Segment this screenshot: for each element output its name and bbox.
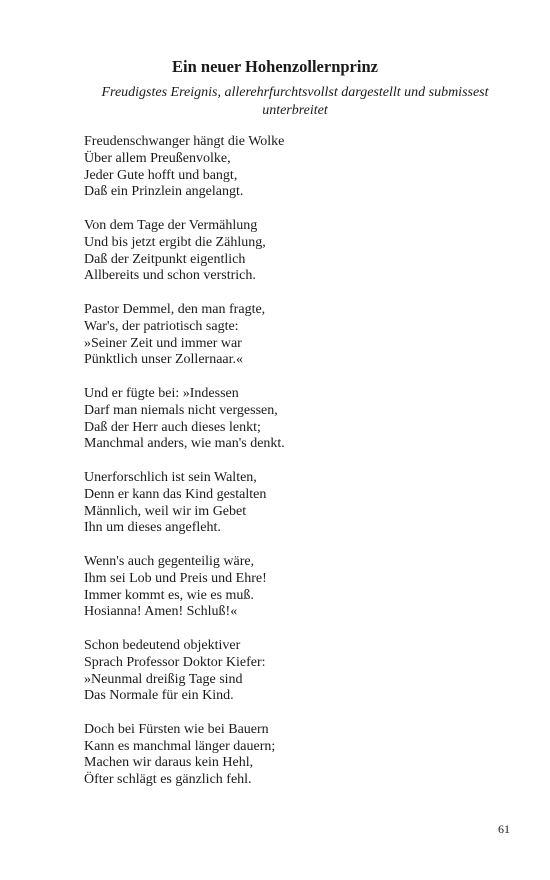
verse-line: Hosianna! Amen! Schluß!« xyxy=(84,604,238,620)
verse-line: War's, der patriotisch sagte: xyxy=(84,318,239,334)
verse-line: Allbereits und schon verstrich. xyxy=(84,268,256,284)
page-number: 61 xyxy=(498,822,510,836)
verse-line: Öfter schlägt es gänzlich fehl. xyxy=(84,772,252,788)
verse-line: »Neunmal dreißig Tage sind xyxy=(84,671,243,687)
verse-line: Pastor Demmel, den man fragte, xyxy=(84,301,266,317)
verse-line: Daß ein Prinzlein angelangt. xyxy=(84,184,244,200)
verse-line: Daß der Zeitpunkt eigentlich xyxy=(84,251,246,267)
stanza xyxy=(84,638,504,705)
verse-line: Jeder Gute hofft und bangt, xyxy=(84,167,238,183)
stanza xyxy=(84,554,504,621)
verse-line: Über allem Preußenvolke, xyxy=(84,150,231,166)
verse-line: Ihm sei Lob und Preis und Ehre! xyxy=(84,570,267,586)
poem-title: Ein neuer Hohenzollernprinz xyxy=(172,57,378,76)
poem-body xyxy=(84,134,504,806)
verse-line: Immer kommt es, wie es muß. xyxy=(84,587,254,603)
verse-line: Unerforschlich ist sein Walten, xyxy=(84,469,257,485)
verse-line: Darf man niemals nicht vergessen, xyxy=(84,402,278,418)
stanza xyxy=(84,470,504,537)
verse-line: Von dem Tage der Vermählung xyxy=(84,217,258,233)
verse-line: Und er fügte bei: »Indessen xyxy=(84,385,239,401)
stanza xyxy=(84,386,504,453)
stanza xyxy=(84,302,504,369)
stanza xyxy=(84,218,504,285)
verse-line: Daß der Herr auch dieses lenkt; xyxy=(84,419,261,435)
stanza xyxy=(84,722,504,789)
poem-subtitle: Freudigstes Ereignis, allerehrfurchtsvollst dargestellt und submissest unterbreitet xyxy=(101,85,489,118)
verse-line: Das Normale für ein Kind. xyxy=(84,688,234,704)
verse-line: Ihn um dieses angefleht. xyxy=(84,520,221,536)
verse-line: »Seiner Zeit und immer war xyxy=(84,335,242,351)
verse-line: Schon bedeutend objektiver xyxy=(84,637,241,653)
verse-line: Männlich, weil wir im Gebet xyxy=(84,503,247,519)
verse-line: Freudenschwanger hängt die Wolke xyxy=(84,134,285,149)
verse-line: Pünktlich unser Zollernaar.« xyxy=(84,352,244,368)
verse-line: Denn er kann das Kind gestalten xyxy=(84,486,267,502)
stanza xyxy=(84,134,504,201)
verse-line: Manchmal anders, wie man's denkt. xyxy=(84,436,285,452)
verse-line: Kann es manchmal länger dauern; xyxy=(84,738,276,754)
verse-line: Sprach Professor Doktor Kiefer: xyxy=(84,654,266,670)
verse-line: Wenn's auch gegenteilig wäre, xyxy=(84,553,255,569)
verse-line: Doch bei Fürsten wie bei Bauern xyxy=(84,721,269,737)
verse-line: Und bis jetzt ergibt die Zählung, xyxy=(84,234,266,250)
verse-line: Machen wir daraus kein Hehl, xyxy=(84,755,254,771)
